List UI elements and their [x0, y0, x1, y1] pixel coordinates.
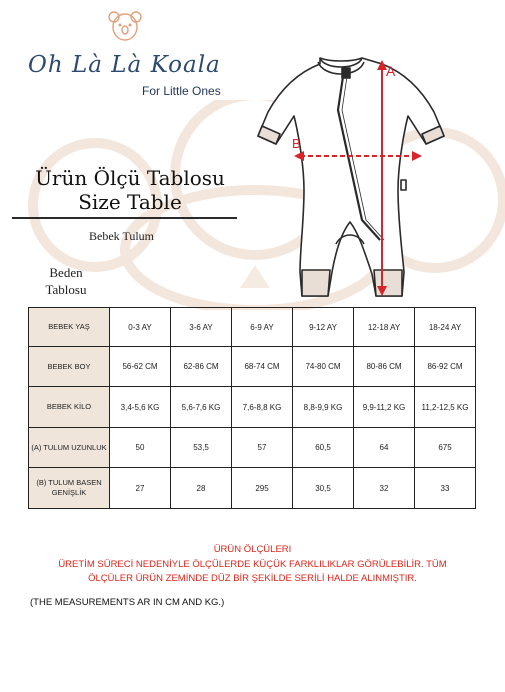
size-table: [28, 307, 476, 509]
table-cell: 80-86 CM: [354, 347, 415, 387]
table-cell: 7,6-8,8 KG: [232, 387, 293, 428]
notes-line: ÜRETİM SÜRECİ NEDENİYLE ÖLÇÜLERDE KÜÇÜK FARKLILIKLAR GÖRÜLEBİLİR. TÜM: [58, 558, 447, 570]
table-cell: 53,5: [171, 428, 232, 468]
row-label: (B) TULUM BASEN GENİŞLİK: [29, 468, 110, 509]
table-cell: 9-12 AY: [293, 308, 354, 347]
table-cell: 74-80 CM: [293, 347, 354, 387]
size-table-caption: [36, 264, 96, 298]
table-row: [29, 387, 476, 428]
table-cell: 0-3 AY: [110, 308, 171, 347]
title-divider: [12, 217, 237, 219]
table-cell: 57: [232, 428, 293, 468]
table-cell: 9,9-11,2 KG: [354, 387, 415, 428]
table-cell: 3,4-5,6 KG: [110, 387, 171, 428]
table-cell: 50: [110, 428, 171, 468]
measurement-disclaimer: [40, 543, 465, 587]
table-cell: 60,5: [293, 428, 354, 468]
table-cell: 28: [171, 468, 232, 509]
row-label: BEBEK YAŞ: [29, 308, 110, 347]
table-cell: 30,5: [293, 468, 354, 509]
table-cell: 8,8-9,9 KG: [293, 387, 354, 428]
table-cell: 68-74 CM: [232, 347, 293, 387]
table-cell: 62-86 CM: [171, 347, 232, 387]
table-cell: 32: [354, 468, 415, 509]
table-cell: 18-24 AY: [415, 308, 476, 347]
row-label: BEBEK KİLO: [29, 387, 110, 428]
table-cell: 64: [354, 428, 415, 468]
table-cell: 56-62 CM: [110, 347, 171, 387]
table-row: [29, 428, 476, 468]
table-cell: 675: [415, 428, 476, 468]
table-row: [29, 347, 476, 387]
title-english: Size Table: [78, 190, 182, 214]
measure-b-label: B: [292, 136, 301, 151]
notes-title: ÜRÜN ÖLÇÜLERI: [213, 544, 292, 555]
notes-line: ÖLÇÜLER ÜRÜN ZEMİNDE DÜZ BİR ŞEKİLDE SERİLİ HALDE ALINMIŞTIR.: [88, 573, 417, 584]
table-row: [29, 308, 476, 347]
row-label: BEBEK BOY: [29, 347, 110, 387]
measure-a-label: A: [386, 63, 396, 79]
table-cell: 86-92 CM: [415, 347, 476, 387]
table-row: [29, 468, 476, 509]
romper-diagram: [212, 40, 452, 305]
brand-tagline: For Little Ones: [142, 84, 221, 98]
caption-line: Beden: [49, 265, 83, 280]
table-cell: 11,2-12,5 KG: [415, 387, 476, 428]
table-cell: 33: [415, 468, 476, 509]
table-cell: 295: [232, 468, 293, 509]
row-label: (A) TULUM UZUNLUK: [29, 428, 110, 468]
table-cell: 12-18 AY: [354, 308, 415, 347]
brand-name: Oh Là Là Koala: [28, 52, 221, 78]
units-note: (THE MEASUREMENTS AR IN CM AND KG.): [30, 597, 225, 608]
product-name: Bebek Tulum: [89, 229, 155, 243]
table-cell: 27: [110, 468, 171, 509]
table-cell: 6-9 AY: [232, 308, 293, 347]
caption-line: Tablosu: [45, 282, 87, 297]
koala-logo-icon: [108, 8, 142, 46]
table-cell: 5,6-7,6 KG: [171, 387, 232, 428]
table-cell: 3-6 AY: [171, 308, 232, 347]
title-turkish: Ürün Ölçü Tablosu: [35, 166, 225, 190]
